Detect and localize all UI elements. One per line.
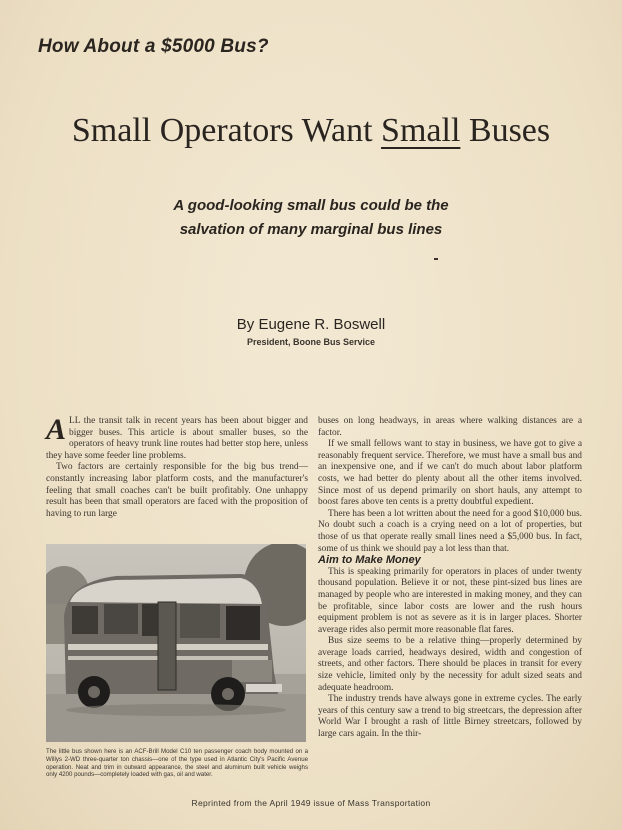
text-column-left xyxy=(46,413,308,520)
article-title xyxy=(0,112,622,150)
ornament-mark xyxy=(434,258,438,260)
title-underlined-word: Small xyxy=(381,112,461,149)
paragraph: This is speaking primarily for operators in places of under twenty thousand population. Believe it or not, these pint-sized bus lines are managed by people who are interested in making money, and they can be profitable, since labor costs are lower and the rush hours equipment problem is not as severe as it is in larger places. Shorter average rides also permit more reasonable flat fares. xyxy=(318,566,582,635)
reprint-footer: Reprinted from the April 1949 issue of Mass Transportation xyxy=(191,798,431,808)
paragraph: Two factors are certainly responsible for the big bus trend—constantly increasing labor platform costs, and the manufacturer's feeling that small coaches can't be built profitably. One unhappy result has been that small operators are faced with the proposition of having to run large xyxy=(46,462,308,519)
paragraph: If we small fellows want to stay in business, we have got to give a reasonably frequent service. Therefore, we must have a small bus and an inexpensive one, and if we can't do much about labor platform costs, we had better do plenty about all the other items involved. Since most of us depend primarily on short hauls, any attempt to boost fares above ten cents is a pretty doubtful expedient. xyxy=(318,439,582,508)
drop-cap: A xyxy=(46,413,67,446)
author-byline: By Eugene R. Boswell xyxy=(236,316,386,333)
bus-photo xyxy=(46,544,306,742)
bus-photo-illustration xyxy=(46,544,306,742)
paragraph: buses on long headways, in areas where walking distances are a factor. xyxy=(318,416,582,438)
paragraph: There has been a lot written about the need for a good $10,000 bus. No doubt such a coach is a crying need on a lot of properties, but those of us that operate really small lines need a $5,000 bus. In fact, some of us think we should pay a lot less than that. xyxy=(318,508,582,554)
author-role: President, Boone Bus Service xyxy=(246,337,376,347)
subtitle-line-2: salvation of many marginal bus lines xyxy=(179,221,443,238)
article-subtitle xyxy=(0,194,622,242)
photo-caption: The little bus shown here is an ACF-Brill Model C10 ten passenger coach body mounted on a Willys 2-WD three-quarter ton chassis—one of the type used in Atlantic City's Pacific Avenue operation. Neat and trim in outward appearance, the steel and aluminum built vehicle weighs only 4200 pounds—completely loaded with gas, oil and water. xyxy=(46,748,308,779)
kicker-headline: How About a $5000 Bus? xyxy=(38,36,269,57)
section-heading: Aim to Make Money xyxy=(318,554,421,567)
title-part-1: Small Operators Want xyxy=(71,112,382,149)
paragraph-text: LL the transit talk in recent years has been about bigger and bigger buses. This article is about smaller buses, so the operators of heavy trunk line routes had better stop here, unless they have some feeder line problems. xyxy=(46,416,308,461)
paragraph xyxy=(46,413,308,462)
title-part-2: Buses xyxy=(460,112,551,149)
text-column-right xyxy=(318,416,582,741)
subtitle-line-1: A good-looking small bus could be the xyxy=(173,197,449,214)
paragraph: Bus size seems to be a relative thing—properly determined by average loads carried, headways desired, width and congestion of streets, and other factors. There should be places in transit for every size vehicle, limited only by the necessity for adult sized seats and adequate headroom. xyxy=(318,636,582,693)
paragraph: The industry trends have always gone in extreme cycles. The early years of this century saw a trend to big streetcars, the depression after World War I brought a rash of little Birney streetcars, followed by large cars again. In the thir- xyxy=(318,694,582,740)
